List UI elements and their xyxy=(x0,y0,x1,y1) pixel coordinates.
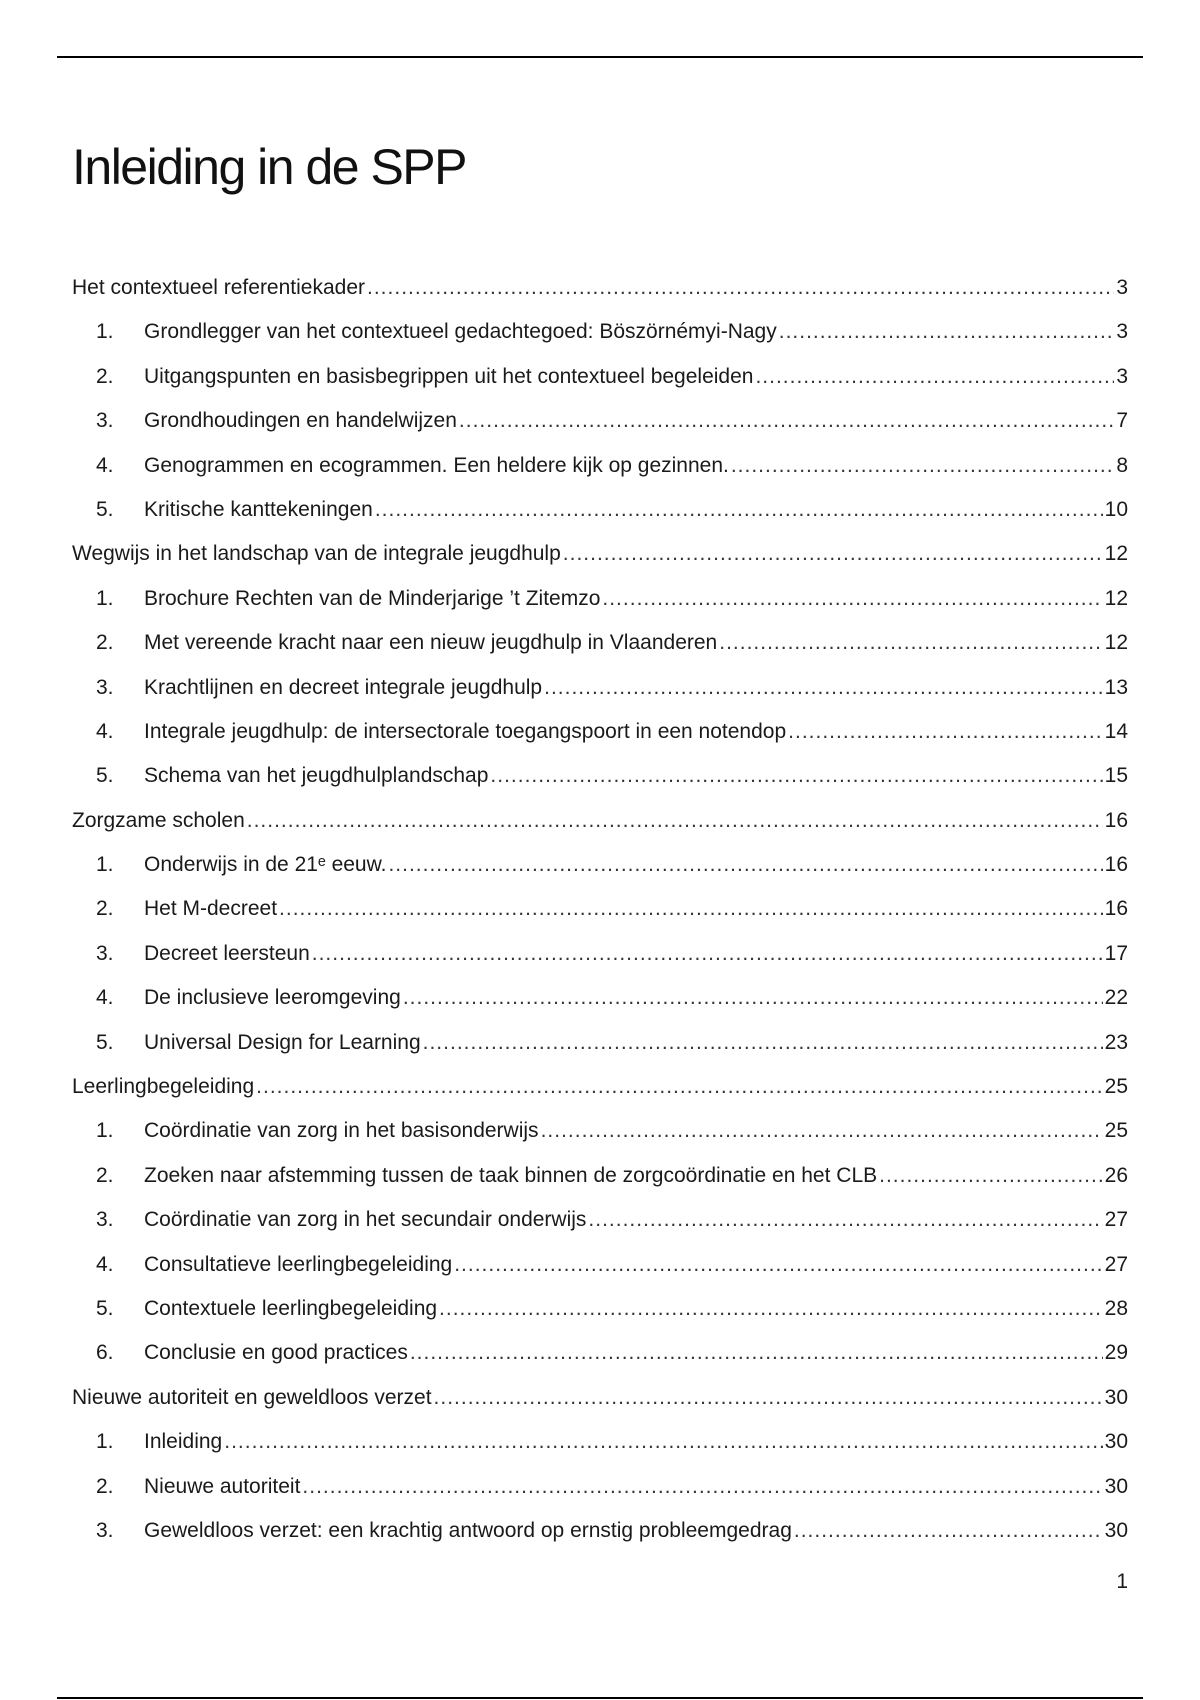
toc-entry-page: 30 xyxy=(1104,1385,1128,1409)
toc-entry-page: 27 xyxy=(1104,1252,1128,1276)
toc-entry-title: Nieuwe autoriteit xyxy=(144,1474,301,1498)
toc-dot-leader xyxy=(719,621,1102,665)
toc-dot-leader xyxy=(367,266,1114,310)
bottom-rule xyxy=(57,1697,1143,1699)
toc-dot-leader xyxy=(731,444,1114,488)
toc-subentry[interactable] xyxy=(72,444,1128,488)
toc-dot-leader xyxy=(541,1109,1103,1153)
toc-entry-number: 1. xyxy=(96,853,114,877)
toc-dot-leader xyxy=(588,1198,1102,1242)
toc-entry-title: Onderwijs in de 21ᵉ eeuw. xyxy=(144,853,387,877)
toc-subentry[interactable] xyxy=(72,488,1128,532)
toc-entry-title: Nieuwe autoriteit en geweldloos verzet xyxy=(72,1385,432,1409)
toc-dot-leader xyxy=(279,887,1103,931)
toc-entry-title: Brochure Rechten van de Minderjarige ’t Zitemzo xyxy=(144,586,601,610)
toc-entry-page: 23 xyxy=(1104,1030,1128,1054)
toc-dot-leader xyxy=(439,1287,1103,1331)
toc-entry-page: 29 xyxy=(1104,1341,1128,1365)
toc-entry-page: 30 xyxy=(1104,1430,1128,1454)
toc-entry-number: 4. xyxy=(96,1252,114,1276)
toc-subentry[interactable] xyxy=(72,1509,1128,1553)
toc-subentry[interactable] xyxy=(72,1109,1128,1153)
toc-entry-number: 4. xyxy=(96,719,114,743)
toc-dot-leader xyxy=(602,577,1102,621)
toc-dot-leader xyxy=(375,488,1103,532)
toc-subentry[interactable] xyxy=(72,887,1128,931)
toc-entry-title: Zorgzame scholen xyxy=(72,808,245,832)
toc-entry-title: Grondhoudingen en handelwijzen xyxy=(144,409,457,433)
toc-chapter[interactable] xyxy=(72,1065,1128,1109)
toc-entry-number: 1. xyxy=(96,586,114,610)
toc-subentry[interactable] xyxy=(72,1243,1128,1287)
toc-entry-page: 28 xyxy=(1104,1296,1128,1320)
toc-entry-number: 4. xyxy=(96,453,114,477)
toc-subentry[interactable] xyxy=(72,1465,1128,1509)
toc-entry-page: 16 xyxy=(1104,897,1128,921)
toc-entry-title: Integrale jeugdhulp: de intersectorale toegangspoort in een notendop xyxy=(144,719,787,743)
toc-entry-title: Grondlegger van het contextueel gedachtegoed: Böszörnémyi-Nagy xyxy=(144,320,777,344)
toc-subentry[interactable] xyxy=(72,666,1128,710)
toc-dot-leader xyxy=(879,1154,1103,1198)
toc-entry-number: 2. xyxy=(96,1163,114,1187)
toc-entry-title: Kritische kanttekeningen xyxy=(144,497,373,521)
toc-entry-title: Contextuele leerlingbegeleiding xyxy=(144,1296,438,1320)
toc-entry-page: 3 xyxy=(1116,276,1128,299)
toc-entry-title: Wegwijs in het landschap van de integrale jeugdhulp xyxy=(72,542,561,566)
toc-entry-title: Geweldloos verzet: een krachtig antwoord op ernstig probleemgedrag xyxy=(144,1518,792,1542)
toc-subentry[interactable] xyxy=(72,1154,1128,1198)
toc-dot-leader xyxy=(544,666,1103,710)
toc-entry-title: Krachtlijnen en decreet integrale jeugdhulp xyxy=(144,675,543,699)
toc-dot-leader xyxy=(563,532,1103,576)
toc-dot-leader xyxy=(247,799,1103,843)
toc-entry-number: 1. xyxy=(96,320,114,344)
toc-entry-page: 12 xyxy=(1104,586,1128,610)
toc-entry-page: 30 xyxy=(1104,1518,1128,1542)
toc-entry-number: 2. xyxy=(96,364,114,388)
toc-entry-page: 15 xyxy=(1104,764,1128,788)
top-rule xyxy=(57,56,1143,58)
toc-entry-page: 16 xyxy=(1104,853,1128,877)
toc-entry-title: Zoeken naar afstemming tussen de taak binnen de zorgcoördinatie en het CLB xyxy=(144,1163,878,1187)
toc-entry-title: Genogrammen en ecogrammen. Een heldere kijk op gezinnen. xyxy=(144,453,729,477)
toc-entry-number: 1. xyxy=(96,1430,114,1454)
toc-entry-number: 3. xyxy=(96,941,114,965)
toc-subentry[interactable] xyxy=(72,976,1128,1020)
toc-entry-title: Conclusie en good practices xyxy=(144,1341,408,1365)
toc-entry-number: 3. xyxy=(96,409,114,433)
toc-entry-page: 3 xyxy=(1116,364,1128,388)
toc-subentry[interactable] xyxy=(72,577,1128,621)
toc-dot-leader xyxy=(459,399,1114,443)
toc-entry-page: 27 xyxy=(1104,1208,1128,1232)
toc-dot-leader xyxy=(224,1420,1102,1464)
toc-dot-leader xyxy=(794,1509,1103,1553)
toc-dot-leader xyxy=(302,1465,1102,1509)
toc-subentry[interactable] xyxy=(72,1420,1128,1464)
toc-entry-title: Met vereende kracht naar een nieuw jeugdhulp in Vlaanderen xyxy=(144,631,718,655)
toc-subentry[interactable] xyxy=(72,754,1128,798)
toc-dot-leader xyxy=(403,976,1103,1020)
toc-entry-title: Uitgangspunten en basisbegrippen uit het contextueel begeleiden xyxy=(144,364,754,388)
toc-entry-page: 10 xyxy=(1104,497,1128,521)
toc-entry-number: 3. xyxy=(96,1208,114,1232)
toc-entry-number: 1. xyxy=(96,1119,114,1143)
toc-subentry[interactable] xyxy=(72,399,1128,443)
toc-entry-page: 16 xyxy=(1104,808,1128,832)
toc-subentry[interactable] xyxy=(72,1198,1128,1242)
toc-entry-page: 12 xyxy=(1104,542,1128,566)
toc-entry-title: Schema van het jeugdhulplandschap xyxy=(144,764,489,788)
toc-entry-number: 6. xyxy=(96,1341,114,1365)
toc-entry-title: De inclusieve leeromgeving xyxy=(144,986,401,1010)
toc-entry-number: 2. xyxy=(96,897,114,921)
toc-chapter[interactable] xyxy=(72,266,1128,310)
toc-subentry[interactable] xyxy=(72,932,1128,976)
page-title: Inleiding in de SPP xyxy=(72,138,467,195)
toc-entry-number: 5. xyxy=(96,1296,114,1320)
toc-entry-title: Decreet leersteun xyxy=(144,941,310,965)
toc-entry-number: 5. xyxy=(96,764,114,788)
toc-subentry[interactable] xyxy=(72,1287,1128,1331)
toc-entry-number: 5. xyxy=(96,1030,114,1054)
toc-dot-leader xyxy=(312,932,1103,976)
toc-subentry[interactable] xyxy=(72,710,1128,754)
toc-dot-leader xyxy=(388,843,1102,887)
toc-entry-number: 3. xyxy=(96,675,114,699)
toc-subentry[interactable] xyxy=(72,843,1128,887)
toc-entry-page: 17 xyxy=(1104,941,1128,965)
toc-subentry[interactable] xyxy=(72,1331,1128,1375)
toc-chapter[interactable] xyxy=(72,799,1128,843)
toc-entry-page: 12 xyxy=(1104,631,1128,655)
toc-entry-title: Inleiding xyxy=(144,1430,223,1454)
toc-entry-page: 13 xyxy=(1104,675,1128,699)
toc-dot-leader xyxy=(256,1065,1102,1109)
toc-dot-leader xyxy=(755,355,1114,399)
toc-entry-page: 22 xyxy=(1104,986,1128,1010)
toc-entry-page: 14 xyxy=(1104,719,1128,743)
toc-entry-page: 30 xyxy=(1104,1474,1128,1498)
toc-entry-number: 2. xyxy=(96,631,114,655)
toc-chapter[interactable] xyxy=(72,532,1128,576)
toc-entry-page: 25 xyxy=(1104,1075,1128,1099)
toc-entry-title: Leerlingbegeleiding xyxy=(72,1075,255,1099)
toc-entry-title: Universal Design for Learning xyxy=(144,1030,421,1054)
toc-dot-leader xyxy=(434,1376,1103,1420)
toc-entry-number: 3. xyxy=(96,1518,114,1542)
toc-dot-leader xyxy=(454,1243,1102,1287)
toc-entry-page: 26 xyxy=(1104,1163,1128,1187)
toc-entry-title: Coördinatie van zorg in het basisonderwijs xyxy=(144,1119,539,1143)
toc-entry-title: Het contextueel referentiekader xyxy=(72,276,366,299)
toc-entry-title: Het M-decreet xyxy=(144,897,278,921)
toc-subentry[interactable] xyxy=(72,621,1128,665)
toc-entry-page: 7 xyxy=(1116,409,1128,433)
toc-entry-number: 5. xyxy=(96,497,114,521)
toc-dot-leader xyxy=(490,754,1102,798)
toc-entry-number: 2. xyxy=(96,1474,114,1498)
toc-dot-leader xyxy=(423,1021,1103,1065)
toc-entry-title: Coördinatie van zorg in het secundair onderwijs xyxy=(144,1208,587,1232)
page-number: 1 xyxy=(1116,1570,1128,1593)
toc-dot-leader xyxy=(788,710,1102,754)
table-of-contents xyxy=(72,266,1128,1553)
toc-entry-number: 4. xyxy=(96,986,114,1010)
toc-dot-leader xyxy=(410,1331,1103,1375)
toc-subentry[interactable] xyxy=(72,355,1128,399)
toc-dot-leader xyxy=(779,310,1115,354)
toc-chapter[interactable] xyxy=(72,1376,1128,1420)
toc-entry-page: 3 xyxy=(1116,320,1128,344)
toc-entry-page: 8 xyxy=(1116,453,1128,477)
toc-subentry[interactable] xyxy=(72,310,1128,354)
toc-entry-page: 25 xyxy=(1104,1119,1128,1143)
toc-subentry[interactable] xyxy=(72,1021,1128,1065)
toc-entry-title: Consultatieve leerlingbegeleiding xyxy=(144,1252,453,1276)
